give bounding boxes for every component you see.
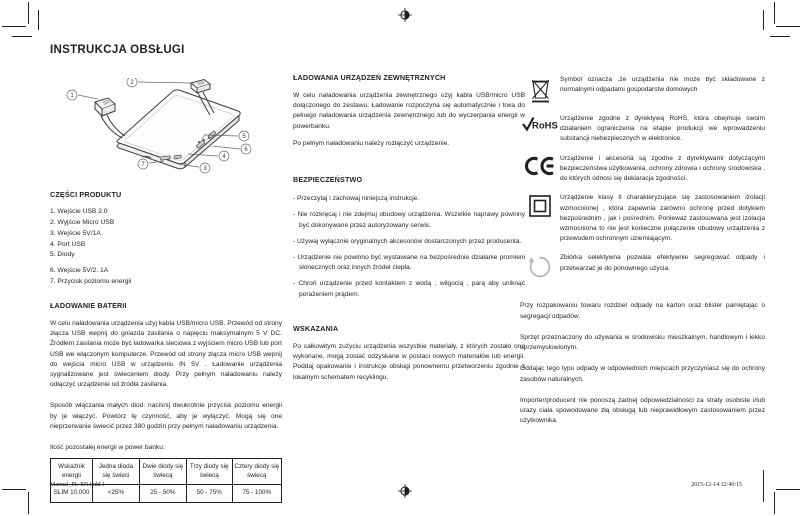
crop-mark-top-left-v (28, 2, 29, 24)
list-item: - Urządzenie nie powinno być wystawiane na bezpośrednie działanie promieni słonecznych oraz innych źródeł ciepła. (293, 253, 525, 272)
table-cell: SLIM 10.000 (51, 485, 93, 503)
crop-mark-top-right-h2 (770, 36, 790, 37)
crop-mark-top-right-v (774, 2, 775, 24)
callout-2: 2 (130, 80, 134, 87)
symbol-row-recycling (520, 253, 765, 279)
footer-file-label: Manual_PL-EN.indd 1 (50, 482, 105, 488)
list-item: 2. Wyjście Micro USB (50, 218, 115, 226)
list-item: - Używaj wyłącznie oryginalnych akcesoriów dostarczonych przez producenta. (293, 237, 522, 245)
battery-heading: ŁADOWANIE BATERII (50, 300, 127, 310)
list-item: - Chroń urządzenie przed kontaktem z wodą , wilgocią , parą aby uniknąć porażeniem prądem. (293, 280, 525, 298)
list-item: - Nie rozkręcaj i nie zdejmuj obudowy urządzenia. Wszelkie naprawy powinny być dokonywane przez autoryzowany serwis. (293, 211, 525, 229)
symbol-row-weee (520, 75, 765, 105)
symbol-row-class-two (520, 193, 765, 244)
footer-timestamp: 2015-12-14 12:40:15 (691, 482, 742, 488)
indications-paragraph: Po całkowitym zużyciu urządzenia wszystkie materiały, z których zostało ono wykonane, mogą zostać odzyskane w postaci nowych materiałów lub energii. Poddaj opakowanie i instrukcje obsługi ponownemu przetworzeniu zgodnie z lokalnym schematem recyklingu. (293, 342, 525, 381)
external-charging-paragraph-2: Po pełnym naładowaniu należy rozłączyć urządzenie. (293, 139, 450, 147)
callout-6: 6 (244, 147, 248, 154)
list-item: 5. Diody (50, 251, 75, 259)
crop-mark-top-right-h (776, 26, 800, 27)
crop-mark-top-left-v2 (38, 10, 39, 30)
registration-mark-top (398, 8, 412, 22)
right-column (520, 75, 765, 433)
indications-heading: WSKAZANIA (293, 323, 339, 333)
rohs-icon (520, 114, 560, 132)
table-cell: 50 - 75% (186, 485, 232, 503)
middle-column (293, 73, 525, 390)
table-header-cell: Dwie diody się świecą (139, 459, 186, 485)
parts-heading: CZĘŚCI PRODUKTU (50, 190, 122, 199)
page-footer (0, 482, 802, 502)
parts-list (50, 207, 282, 288)
right-paragraph-2: Sprzęt przeznaczony do używania w środowisku mieszkalnym, handlowym i lekko uprzemysłowionym. (520, 333, 765, 352)
left-column (50, 190, 282, 503)
crop-mark-top-left-h2 (12, 36, 32, 37)
safety-heading: BEZPIECZEŃSTWO (293, 175, 363, 185)
right-paragraph-3: Oddając tego typu odpady w odpowiednich miejscach przyczyniasz się do ochrony zasobów naturalnych. (520, 365, 765, 383)
recycling-loop-icon (520, 253, 560, 279)
right-paragraph-4: Importer/producent nie ponoszą żadnej odpowiedzialności za straty osobiste i/lub urazy ciała spowodowane złą obsługą lub nieprawidłowym zastosowaniem przez użytkownika. (520, 396, 765, 425)
class-two-double-square-icon (520, 193, 560, 217)
symbol-text: Zbiórka selektywna pozwala efektywnie segregować odpady i przetwarzać je do ponownego użycia. (560, 254, 765, 272)
weee-crossed-bin-icon (520, 75, 560, 105)
safety-list (293, 194, 525, 300)
table-header-cell: Jedna dioda się świeci (92, 459, 139, 485)
list-item: - Przeczytaj i zachowaj niniejszą instrukcje. (293, 195, 420, 203)
callout-4: 4 (222, 154, 226, 161)
symbol-text: Urządzenie i akcesoria są zgodne z dyrektywami dotyczącymi bezpieczeństwa użytkowania, ochrony zdrowia i ochrony środowiska , do których odnosi się deklaracja zgodności. (560, 154, 765, 183)
svg-text:RoHS: RoHS (532, 120, 558, 132)
battery-paragraph-1: W celu naładowania urządzenia użyj kabla USB/micro USB. Przewód od strony złącza USB wepnij do gniazda zasilania o napięciu maksymalnym 5 V DC. Źródłem zasilania może być ładowarka sieciowa z wyjściem micro USB lub port USB we włączonym komputerze. Przewód od strony złącza micro USB wepnij do wejścia micro USB w urządzeniu IN 5V . Ładowanie urządzenia sygnalizowane jest świeceniem diody. Przy pełnym naładowaniu należy odłączyć urządzenie od źródła zasilania. (50, 319, 282, 389)
ce-mark-icon (520, 154, 560, 176)
list-item: 6. Wejście 5V/2. 1A (50, 267, 109, 275)
list-item: 3. Wejście 5V/1A (50, 229, 101, 237)
symbol-text: Urządzenie zgodne z dyrektywą RoHS, która obejmuje swoim działaniem ograniczenia na etapie produkcji we wprowadzeniu substancji niebezpiecznych w elektronice. (560, 115, 765, 143)
external-charging-heading: ŁADOWANIA URZĄDZEŃ ZEWNĘTRZNYCH (293, 73, 446, 82)
crop-mark-top-right-v2 (763, 10, 764, 30)
symbol-row-rohs (520, 114, 765, 145)
symbol-row-ce (520, 154, 765, 185)
callout-7: 7 (141, 162, 145, 169)
external-charging-paragraph-1: W celu naładowania urządzenia zewnętrznego użyj kabla USB/micro USB dołączonego do zestawu. Ładowanie rozpoczyna się automatycznie i trwa do pełnego naładowania urządzenia zewnętrznego lub do wyczerpania energii w powerbanku. (293, 92, 525, 130)
page-title: INSTRUKCJA OBSŁUGI (50, 44, 185, 56)
callout-1: 1 (70, 93, 74, 100)
table-row (51, 459, 282, 485)
product-illustration (52, 78, 282, 183)
table-header-cell: Wskaźnik energii (51, 459, 93, 485)
table-cell: 75 - 100% (232, 485, 281, 503)
table-cell: <25% (92, 485, 139, 503)
crop-mark-top-left-h (2, 26, 26, 27)
callout-5: 5 (242, 134, 246, 141)
battery-paragraph-2: Sposób włączania małych diod: naciśnij dwukrotnie przycisk poziomu energii by je włączyć. Powtórz tę czynność, aby je wyłączyć. Mogą się one nieprzerwanie świecić przez 380 godzin przy pełnym naładowaniu urządzenia. (50, 402, 282, 430)
list-item: 7. Przycisk poziomu energii (50, 278, 132, 286)
list-item: 1. Wejście USB 2.0 (50, 208, 108, 215)
table-caption: Ilość pozostałej energii w power banku: (50, 444, 165, 452)
symbol-text: Urządzenie klasy II charakteryzujące się zastosowaniem izolacji wzmocnionej , która zapewnia zarówno ochronę przed dotykiem bezpośrednim , jak i pośrednim. Ponieważ zastosowana jest izolacja wzmocniona to nie jest konieczne połączenie obudowy urządzenia z przewodem ochronnym uziemiającym. (560, 194, 765, 243)
right-paragraph-1: Przy rozpakowaniu towaru rozdziel odpady na karton oraz blister pamiętając o segregacji odpadów. (520, 302, 765, 320)
symbol-text: Symbol oznacza ,że urządzenia nie może być składowane z normalnymi odpadami gospodarstw domowych (560, 76, 765, 94)
table-header-cell: Trzy diody się świecą (186, 459, 232, 485)
list-item: 4. Port USB (50, 240, 86, 248)
table-cell: 25 - 50% (139, 485, 186, 503)
callout-3: 3 (203, 166, 207, 173)
table-header-cell: Cztery diody się świecą (232, 459, 281, 485)
